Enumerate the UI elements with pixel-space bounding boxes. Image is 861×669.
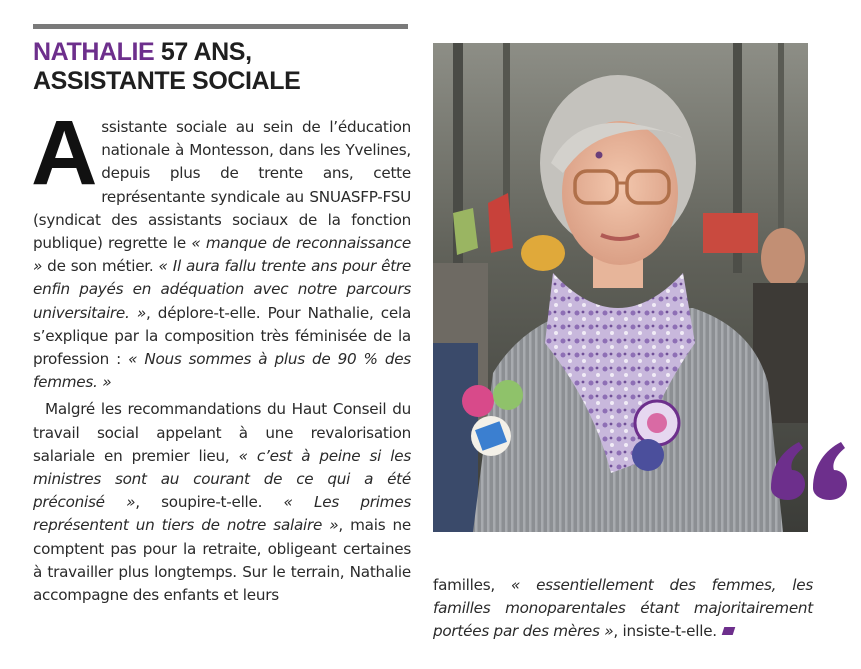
headline-name: NATHALIE [33, 38, 155, 66]
body-text: , déplore-t-elle. Pour Nathalie, cela s’explique par la composition très féminisée de la profession : [33, 303, 411, 369]
headline [33, 38, 413, 96]
paragraph-1 [31, 102, 411, 394]
body-text: de son métier. [42, 257, 159, 276]
article-column-left [31, 102, 412, 607]
article-column-right [433, 574, 813, 644]
closing-quote-icon [765, 436, 851, 502]
quote-text: « c’est à peine si les ministres sont au courant de ce qui a été préconisé » [33, 446, 411, 512]
headline-age: 57 ANS, [154, 38, 252, 66]
headline-profession: ASSISTANTE SOCIALE [33, 67, 301, 95]
paragraph-3-text [433, 576, 813, 640]
quote-text: « Il aura fallu trente ans pour être enfin payés en adéquation avec notre parcours universitaire. » [33, 257, 411, 322]
quote-text: « manque de reconnaissance » [33, 234, 411, 276]
body-text: Malgré les recommandations du Haut Conseil du travail social appelant à une revalorisation salariale en premier lieu, [33, 400, 411, 465]
body-text: familles, [433, 576, 511, 594]
body-text: , insiste-t-elle. [613, 622, 717, 641]
paragraph-2-text [33, 400, 411, 604]
portrait-photo [433, 43, 808, 532]
quote-text: « Les primes représentent un tiers de notre salaire » [33, 493, 411, 535]
quote-text: « Nous sommes à plus de 90 % des femmes. » [33, 350, 411, 392]
end-of-article-mark [722, 627, 736, 635]
paragraph-3 [433, 574, 813, 644]
quote-text: « essentiellement des femmes, les familles monoparentales étant majoritairement portées par des mères » [433, 576, 813, 641]
drop-cap: A [31, 102, 98, 204]
body-text: , mais ne comptent pas pour la retraite, obligeant certaines à travailler plus longtemps. Sur le terrain, Nathalie accompagne des enfants et leurs [33, 516, 412, 605]
body-text: ssistante sociale au sein de l’éducation nationale à Montesson, dans les Yvelines, depuis plus de trente ans, cette représentante syndicale au SNUASFP-FSU (syndicat des assistants sociaux de la fonction publique) regrette le [33, 118, 411, 253]
paragraph-2 [33, 398, 411, 607]
body-text: , soupire-t-elle. [135, 493, 284, 512]
top-rule [33, 24, 408, 29]
